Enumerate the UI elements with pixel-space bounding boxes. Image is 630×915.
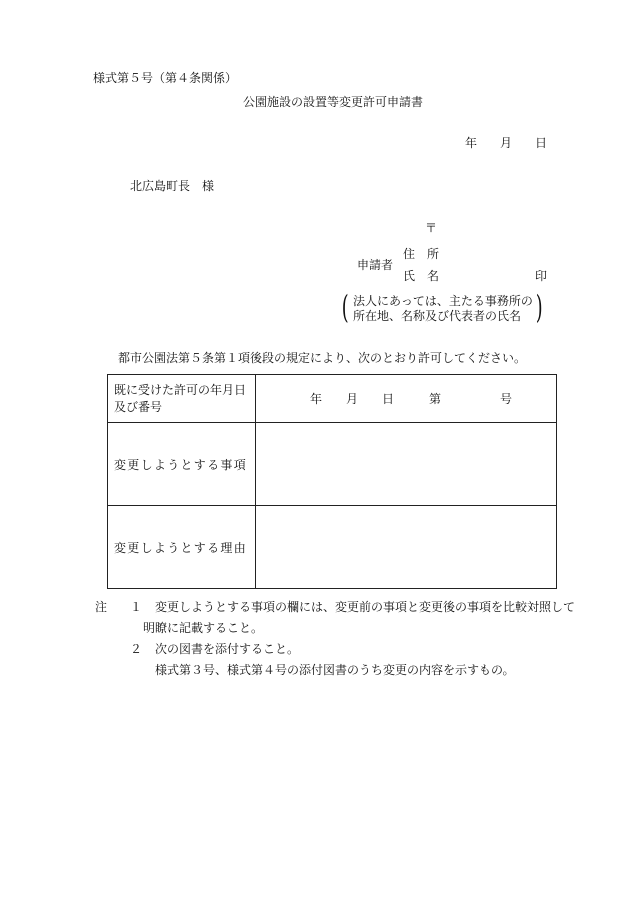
form-number: 様式第５号（第４条関係） bbox=[93, 71, 238, 85]
table-row-change-reason bbox=[108, 506, 557, 589]
form-title: 公園施設の設置等変更許可申請書 bbox=[243, 95, 424, 109]
name-label: 氏 名 bbox=[403, 269, 440, 283]
permit-year-label: 年 bbox=[310, 392, 323, 406]
permit-day-label: 日 bbox=[382, 392, 395, 406]
previous-permit-label-line-2: 及び番号 bbox=[114, 399, 163, 414]
change-items-label-cell bbox=[108, 423, 256, 506]
seal-mark: 印 bbox=[535, 269, 548, 283]
previous-permit-label-cell bbox=[108, 375, 256, 423]
note-2-line-2: 様式第３号、様式第４号の添付図書のうち変更の内容を示すもの。 bbox=[155, 663, 515, 677]
note-1-number: １ bbox=[130, 600, 143, 614]
note-2-number: ２ bbox=[130, 642, 143, 656]
previous-permit-value-cell[interactable] bbox=[256, 375, 557, 423]
postal-mark: 〒 bbox=[425, 221, 438, 235]
application-table bbox=[107, 374, 557, 589]
corporate-note-line-2: 所在地、名称及び代表者の氏名 bbox=[353, 309, 522, 323]
corporate-note-line-1: 法人にあっては、主たる事務所の bbox=[353, 294, 533, 308]
note-mark: 注 bbox=[95, 600, 108, 614]
addressee: 北広島町長 様 bbox=[130, 179, 215, 193]
request-sentence: 都市公園法第５条第１項後段の規定により、次のとおり許可してください。 bbox=[118, 351, 527, 365]
change-reason-input-cell[interactable] bbox=[256, 506, 557, 589]
date-day-label: 日 bbox=[535, 136, 548, 150]
note-open-paren: ( bbox=[341, 288, 349, 326]
note-2-line-1: 次の図書を添付すること。 bbox=[155, 642, 300, 656]
note-1-line-1: 変更しようとする事項の欄には、変更前の事項と変更後の事項を比較対照して bbox=[155, 600, 576, 614]
permit-month-label: 月 bbox=[346, 392, 359, 406]
address-label: 住 所 bbox=[403, 247, 440, 261]
date-year-label: 年 bbox=[465, 136, 478, 150]
change-items-label: 変更しようとする事項 bbox=[114, 457, 248, 472]
date-month-label: 月 bbox=[500, 136, 513, 150]
change-reason-label-cell bbox=[108, 506, 256, 589]
table-row-change-items bbox=[108, 423, 557, 506]
previous-permit-label-line-1: 既に受けた許可の年月日 bbox=[114, 382, 247, 397]
change-items-input-cell[interactable] bbox=[256, 423, 557, 506]
note-close-paren: ) bbox=[535, 288, 543, 326]
permit-number-dai-label: 第 bbox=[429, 392, 442, 406]
change-reason-label: 変更しようとする理由 bbox=[114, 540, 248, 555]
table-row-previous-permit bbox=[108, 375, 557, 423]
applicant-role: 申請者 bbox=[357, 258, 394, 272]
permit-number-go-label: 号 bbox=[500, 392, 513, 406]
note-1-line-2: 明瞭に記載すること。 bbox=[143, 621, 264, 635]
